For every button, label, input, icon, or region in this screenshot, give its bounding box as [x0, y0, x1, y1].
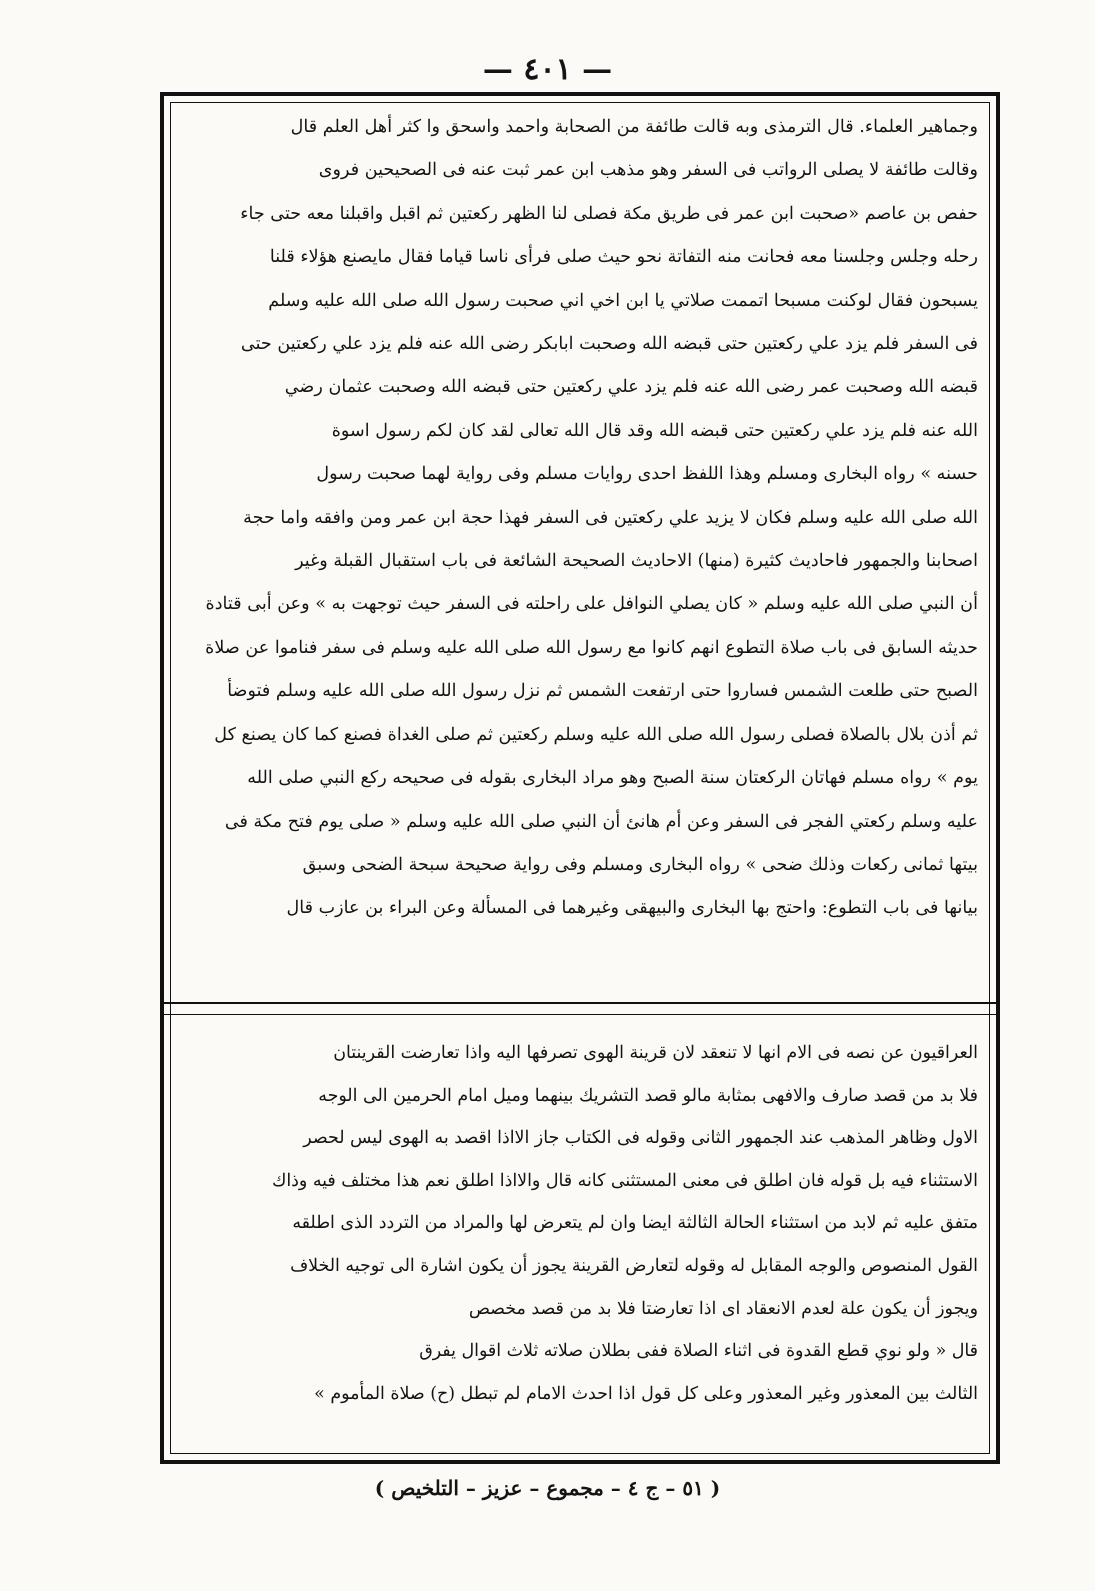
- commentary-line: متفق عليه ثم لابد من استثناء الحالة الثالثة ايضا وان لم يتعرض لها والمراد من التردد الذى اطلقه: [292, 1213, 978, 1234]
- page-number: — ٤٠١ —: [482, 52, 613, 87]
- main-text-line: بيتها ثمانى ركعات وذلك ضحى » رواه البخارى ومسلم وفى رواية صحيحة سبحة الضحى وسبق: [302, 854, 978, 875]
- main-text-line: أن النبي صلى الله عليه وسلم « كان يصلي النوافل على راحلته فى السفر حيث توجهت به » وعن أبى قتادة: [205, 594, 978, 615]
- commentary-line: الاستثناء فيه بل قوله فان اطلق فى معنى المستثنى كانه قال والااذا اطلق نعم هذا مختلف فيه وذاك: [272, 1170, 978, 1191]
- commentary-text: [182, 1032, 978, 1415]
- main-text-line: حفص بن عاصم «صحبت ابن عمر فى طريق مكة فصلى لنا الظهر ركعتين ثم اقبل واقبلنا معه حتى جاء: [240, 203, 978, 224]
- footer-note: ( ٥١ – ج ٤ – مجموع – عزيز – التلخيص ): [374, 1476, 721, 1500]
- page-frame: [160, 92, 1000, 1464]
- main-text-line: ثم أذن بلال بالصلاة فصلى رسول الله صلى الله عليه وسلم ركعتين ثم صلى الغداة فصنع كما كان يصنع كل: [214, 724, 978, 745]
- commentary-line: الثالث بين المعذور وغير المعذور وعلى كل قول اذا احدث الامام لم تبطل (ح) صلاة المأموم »: [314, 1383, 978, 1404]
- section-divider: [164, 1002, 996, 1015]
- commentary-line: فلا بد من قصد صارف والافهى بمثابة مالو قصد التشريك بينهما وميل امام الحرمين الى الوجه: [318, 1085, 978, 1106]
- main-text-line: حديثه السابق فى باب صلاة التطوع انهم كانوا مع رسول الله صلى الله عليه وسلم فى سفر فناموا عن صلاة: [205, 637, 978, 658]
- main-text-line: رحله وجلس وجلسنا معه فحانت منه التفاتة نحو حيث صلى فرأى ناسا قياما فقال مايصنع هؤلاء قلنا: [269, 247, 978, 268]
- commentary-line: الاول وظاهر المذهب عند الجمهور الثانى وقوله فى الكتاب جاز الااذا اقصد به الهوى ليس لحصر: [303, 1128, 978, 1149]
- main-text: [182, 106, 978, 931]
- commentary-line: ويجوز أن يكون علة لعدم الانعقاد اى اذا تعارضتا فلا بد من قصد مخصص: [468, 1298, 978, 1319]
- main-text-line: الصبح حتى طلعت الشمس فساروا حتى ارتفعت الشمس ثم نزل رسول الله صلى الله عليه وسلم فتوضأ: [227, 681, 978, 702]
- main-text-line: قبضه الله وصحبت عمر رضى الله عنه فلم يزد علي ركعتين حتى قبضه الله وصحبت عثمان رضي: [284, 377, 978, 398]
- commentary-line: القول المنصوص والوجه المقابل له وقوله لتعارض القرينة يجوز أن يكون اشارة الى توجيه الخلاف: [290, 1255, 978, 1276]
- main-text-line: يوم » رواه مسلم فهاتان الركعتان سنة الصبح وهو مراد البخارى بقوله فى صحيحه ركع النبي صلى الله: [247, 768, 978, 789]
- main-text-line: فى السفر فلم يزد علي ركعتين حتى قبضه الله وصحبت ابابكر رضى الله عنه فلم يزد علي ركعتين حتى: [240, 334, 978, 355]
- main-text-line: وجماهير العلماء. قال الترمذى وبه قالت طائفة من الصحابة واحمد واسحق وا كثر أهل العلم قال: [290, 117, 978, 137]
- main-text-line: حسنه » رواه البخارى ومسلم وهذا اللفظ احدى روايات مسلم وفى رواية لهما صحبت رسول: [316, 464, 978, 485]
- main-text-line: يسبحون فقال لوكنت مسبحا اتممت صلاتي يا ابن اخي اني صحبت رسول الله صلى الله عليه وسلم: [268, 290, 978, 311]
- main-text-line: الله عنه فلم يزد علي ركعتين حتى قبضه الله وقد قال الله تعالى لقد كان لكم رسول اسوة: [331, 420, 978, 441]
- main-text-line: اصحابنا والجمهور فاحاديث كثيرة (منها) الاحاديث الصحيحة الشائعة فى باب استقبال القبلة وغير: [295, 551, 978, 572]
- main-text-line: عليه وسلم ركعتي الفجر فى السفر وعن أم هانئ أن النبي صلى الله عليه وسلم « صلى يوم فتح مكة فى: [224, 811, 978, 832]
- commentary-line: قال « ولو نوي قطع القدوة فى اثناء الصلاة ففى بطلان صلاته ثلاث اقوال يفرق: [419, 1341, 978, 1362]
- main-text-line: وقالت طائفة لا يصلى الرواتب فى السفر وهو مذهب ابن عمر ثبت عنه فى الصحيحين فروى: [318, 160, 978, 181]
- commentary-line: العراقيون عن نصه فى الام انها لا تنعقد لان قرينة الهوى تصرفها اليه واذا تعارضت القرينتان: [333, 1043, 978, 1063]
- main-text-line: الله صلى الله عليه وسلم فكان لا يزيد علي ركعتين فى السفر فهذا حجة ابن عمر ومن وافقه واما حجة: [243, 507, 978, 528]
- main-text-line: بيانها فى باب التطوع: واحتج بها البخارى والبيهقى وغيرهما فى المسألة وعن البراء بن عازب قال: [286, 898, 978, 919]
